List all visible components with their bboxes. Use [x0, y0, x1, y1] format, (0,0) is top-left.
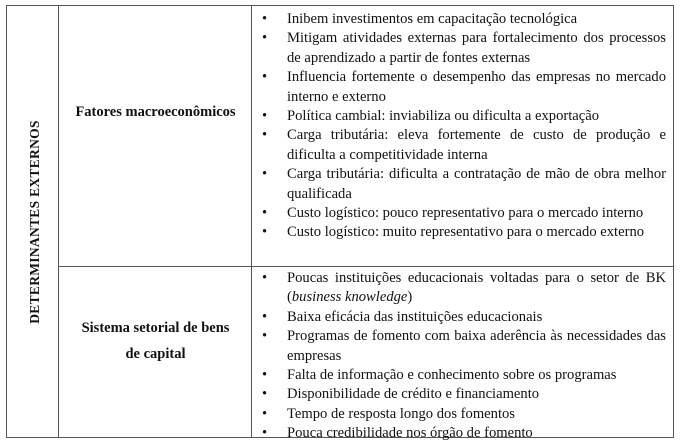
list-item: • Programas de fomento com baixa aderência às necessidades das empresas	[259, 327, 666, 366]
list-item: • Baixa eficácia das instituições educacionais	[259, 308, 666, 327]
category-capital-goods: Sistema setorial de bens de capital	[81, 320, 230, 362]
vertical-header: DETERMINANTES EXTERNOS	[27, 119, 42, 324]
determinants-table	[6, 5, 674, 442]
capital-goods-list	[259, 269, 666, 444]
list-item: • Falta de informação e conhecimento sobre os programas	[259, 366, 666, 385]
list-item: • Política cambial: inviabiliza ou dificulta a exportação	[259, 107, 666, 126]
list-item: • Disponibilidade de crédito e financiamento	[259, 385, 666, 404]
list-item: • Carga tributária: dificulta a contratação de mão de obra melhor qualificada	[259, 165, 666, 204]
list-item: • Poucas instituições educacionais voltadas para o setor de BK (business knowledge)	[259, 269, 666, 308]
row-divider	[58, 266, 673, 267]
column-divider	[58, 6, 59, 437]
category-macroeconomic: Fatores macroeconômicos	[75, 104, 236, 120]
list-item: • Mitigam atividades externas para fortalecimento dos processos de aprendizado a partir de fontes externas	[259, 29, 666, 68]
list-item: • Carga tributária: eleva fortemente de custo de produção e dificulta a competitividade interna	[259, 126, 666, 165]
list-item: • Pouca credibilidade nos órgão de fomento	[259, 424, 666, 443]
column-divider	[251, 6, 252, 437]
list-item: • Influencia fortemente o desempenho das empresas no mercado interno e externo	[259, 68, 666, 107]
list-item: • Custo logístico: pouco representativo para o mercado interno	[259, 204, 666, 223]
list-item: • Inibem investimentos em capacitação tecnológica	[259, 10, 666, 29]
list-item: • Custo logístico: muito representativo para o mercado externo	[259, 223, 666, 242]
list-item: • Tempo de resposta longo dos fomentos	[259, 405, 666, 424]
macroeconomic-list	[259, 10, 666, 243]
